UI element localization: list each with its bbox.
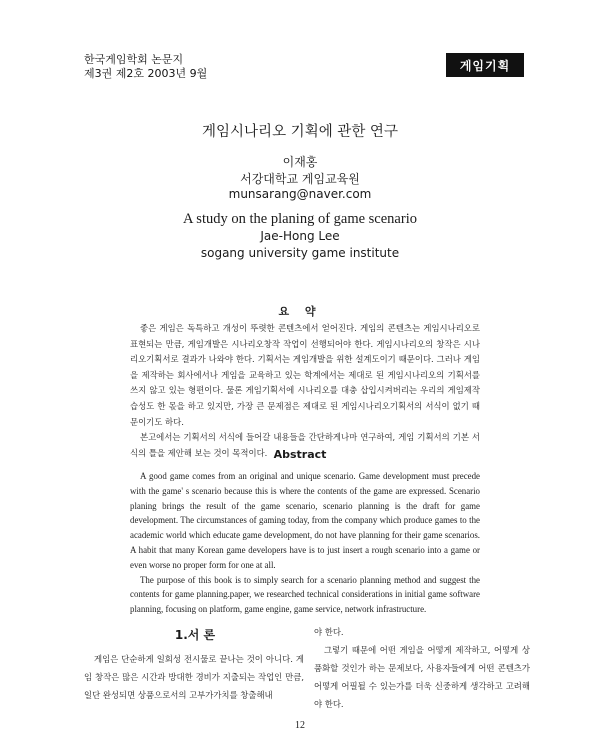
body-paragraph: 야 한다. xyxy=(314,627,344,637)
abstract-en-paragraph: The purpose of this book is to simply search for a scenario planning method and suggest the contents for game planning.paper, we researched technical considerations in initial game software planning, focusing on platform, game engine, game service, network infrastructure. xyxy=(130,574,480,615)
section-badge: 게임기획 xyxy=(446,53,524,77)
journal-info xyxy=(84,53,207,81)
affiliation-ko: 서강대학교 게임교육원 xyxy=(240,172,360,186)
body-paragraph: 게임은 단순하게 일회성 전시물로 끝나는 것이 아니다. 게임 창작은 많은 시간과 방대한 경비가 지출되는 작업인 만큼, 일단 완성되면 상품으로서의 고부가가치를 창출해내 xyxy=(84,654,304,700)
journal-name: 한국게임학회 논문지 xyxy=(84,53,184,66)
abstract-ko xyxy=(130,321,480,461)
body-column-left xyxy=(84,650,304,704)
section-title: 1.서 론 xyxy=(174,628,216,642)
abstract-en xyxy=(130,469,480,617)
paper-title-ko: 게임시나리오 기획에 관한 연구 xyxy=(202,124,398,140)
affiliation-en: sogang university game institute xyxy=(200,246,400,260)
author-email: munsarang@naver.com xyxy=(228,187,372,201)
abstract-ko-heading: 요 약 xyxy=(278,305,322,318)
paper-title-en: A study on the planing of game scenario xyxy=(183,211,417,227)
body-column-right xyxy=(314,623,530,713)
abstract-en-heading: Abstract xyxy=(273,448,327,461)
author-name-en: Jae-Hong Lee xyxy=(260,229,340,243)
page-number: 12 xyxy=(295,720,305,731)
abstract-en-paragraph: A good game comes from an original and unique scenario. Game development must precede with the game' s scenario because this is where the contents of the game are expressed. Scenario planing brings the result of the game scenario, scenario planning is the draft for game development. The circumstances of gaming today, from the company which produce games to the academic world which educate game development, do not have planning for their game scenarios. A habit that many Korean game developers have is to just insert a rough scenario into a game or even worse no proper form for one at all. xyxy=(130,471,480,570)
journal-issue: 제3권 제2호 2003년 9월 xyxy=(84,67,208,80)
abstract-ko-paragraph: 본고에서는 기획서의 서식에 들어갈 내용들을 간단하게나마 연구하여, 게임 기획서의 기본 서식의 틀을 제안해 보는 것이 목적이다. xyxy=(130,432,480,458)
abstract-ko-paragraph: 좋은 게임은 독특하고 개성이 뚜렷한 콘텐츠에서 얻어진다. 게임의 콘텐츠는 게임시나리오로 표현되는 만큼, 게임개발은 시나리오창작 작업이 선행되어야 한다. 게임시나리오의 창작은 시나리오기획서로 결과가 나와야 한다. 기획서는 게임개발을 위한 설계도이기 때문이다. 그러나 게임을 제작하는 회사에서나 게임을 교육하고 있는 학계에서는 제대로 된 게임시나리오의 기획서를 쓰지 않고 있는 형편이다. 물론 게임기획서에 시나리오를 대충 삽입시켜버리는 우리의 게임제작 습성도 한 몫을 하고 있지만, 가장 큰 문제점은 제대로 된 게임시나리오기획서의 서식이 없기 때문이기도 하다. xyxy=(130,323,480,427)
author-name-ko: 이재홍 xyxy=(282,155,318,169)
body-paragraph: 그렇기 때문에 어떤 게임을 어떻게 제작하고, 어떻게 상품화할 것인가 하는 문제보다, 사용자들에게 어떤 콘텐츠가 어떻게 어필될 수 있는가를 더욱 신중하게 생각하고 고려해야 한다. xyxy=(314,645,530,709)
